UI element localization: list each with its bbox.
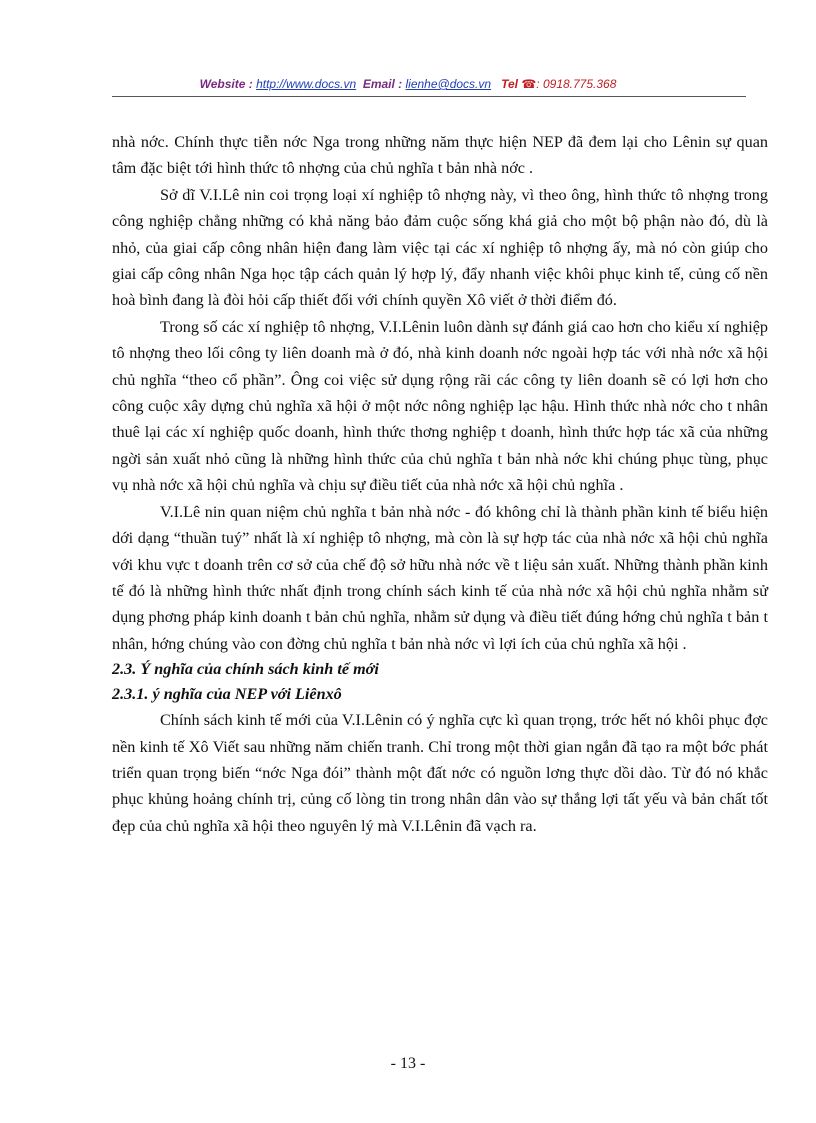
website-link[interactable]: http://www.docs.vn xyxy=(256,77,357,91)
email-link[interactable]: lienhe@docs.vn xyxy=(405,77,492,91)
tel-label: Tel xyxy=(501,77,518,91)
phone-icon: ☎ xyxy=(521,77,537,91)
section-heading: 2.3. Ý nghĩa của chính sách kinh tế mới xyxy=(112,660,379,679)
document-body xyxy=(112,129,768,839)
paragraph-4: V.I.Lê nin quan niệm chủ nghĩa t bản nhà nớc - đó không chỉ là thành phần kinh tế biểu hiện dới dạng “thuần tuý” nhất là xí nghiệp tô nhợng, mà còn là sự hợp tác của nhà nớc xã hội chủ nghĩa với khu vực t doanh trên cơ sở của chế độ sở hữu nhà nớc về t liệu sản xuất. Những thành phần kinh tế đó là những hình thức nhất định trong chính sách kinh tế của nhà nớc xã hội chủ nghĩa nhằm sử dụng phơng pháp kinh doanh t bản chủ nghĩa, nhằm sử dụng và điều tiết đúng hớng chủ nghĩa t bản t nhân, hớng chúng vào con đờng chủ nghĩa t bản nhà nớc vì lợi ích của chủ nghĩa xã hội . xyxy=(112,502,768,653)
subsection-heading: 2.3.1. ý nghĩa của NEP với Liênxô xyxy=(112,685,342,704)
page-number: - 13 - xyxy=(390,1055,426,1072)
email-label: Email xyxy=(362,77,395,91)
paragraph-5: Chính sách kinh tế mới của V.I.Lênin có ý nghĩa cực kì quan trọng, trớc hết nó khôi phục đợc nền kinh tế Xô Viết sau những năm chiến tranh. Chỉ trong một thời gian ngắn đã tạo ra một bớc phát triển quan trọng biến “nớc Nga đói” thành một đất nớc có nguồn lơng thực dồi dào. Từ đó nó khắc phục khủng hoảng chính trị, củng cố lòng tin trong nhân dân vào sự thắng lợi tất yếu và bản chất tốt đẹp của chủ nghĩa xã hội theo nguyên lý mà V.I.Lênin đã vạch ra. xyxy=(112,711,768,835)
header-divider xyxy=(112,96,746,97)
paragraph-2: Sở dĩ V.I.Lê nin coi trọng loại xí nghiệp tô nhợng này, vì theo ông, hình thức tô nhợng trong công nghiệp chẳng những có khả năng bảo đảm cuộc sống khá giả cho một bộ phận nào đó, dù là nhỏ, của giai cấp công nhân hiện đang làm việc tại các xí nghiệp tô nhợng ấy, mà nó còn giúp cho giai cấp công nhân Nga học tập cách quản lý hợp lý, đẩy nhanh việc khôi phục kinh tế, củng cố nền hoà bình đang là đòi hỏi cấp thiết đối với chính quyền Xô viết ở thời điểm đó. xyxy=(112,185,768,310)
email-separator: : xyxy=(394,77,406,91)
tel-value: : 0918.775.368 xyxy=(536,77,617,91)
paragraph-3: Trong số các xí nghiệp tô nhợng, V.I.Lênin luôn dành sự đánh giá cao hơn cho kiểu xí nghiệp tô nhợng theo lối công ty liên doanh mà ở đó, nhà kinh doanh nớc ngoài hợp tác với nhà nớc xã hội chủ nghĩa “theo cổ phần”. Ông coi việc sử dụng rộng rãi các công ty liên doanh sẽ có lợi hơn cho công cuộc xây dựng chủ nghĩa xã hội ở một nớc nông nghiệp lạc hậu. Hình thức nhà nớc cho t nhân thuê lại các xí nghiệp quốc doanh, hình thức thơng nghiệp t doanh, hình thức hợp tác xã của những ngời sản xuất nhỏ cũng là những hình thức của chủ nghĩa t bản nhà nớc khi chúng phục tùng, phục vụ nhà nớc xã hội chủ nghĩa và chịu sự điều tiết của nhà nớc xã hội chủ nghĩa . xyxy=(112,317,768,495)
website-label: Website : xyxy=(199,77,257,91)
paragraph-1: nhà nớc. Chính thực tiễn nớc Nga trong những năm thực hiện NEP đã đem lại cho Lênin sự quan tâm đặc biệt tới hình thức tô nhợng của chủ nghĩa t bản nhà nớc . xyxy=(112,133,768,178)
page-header xyxy=(0,77,816,91)
